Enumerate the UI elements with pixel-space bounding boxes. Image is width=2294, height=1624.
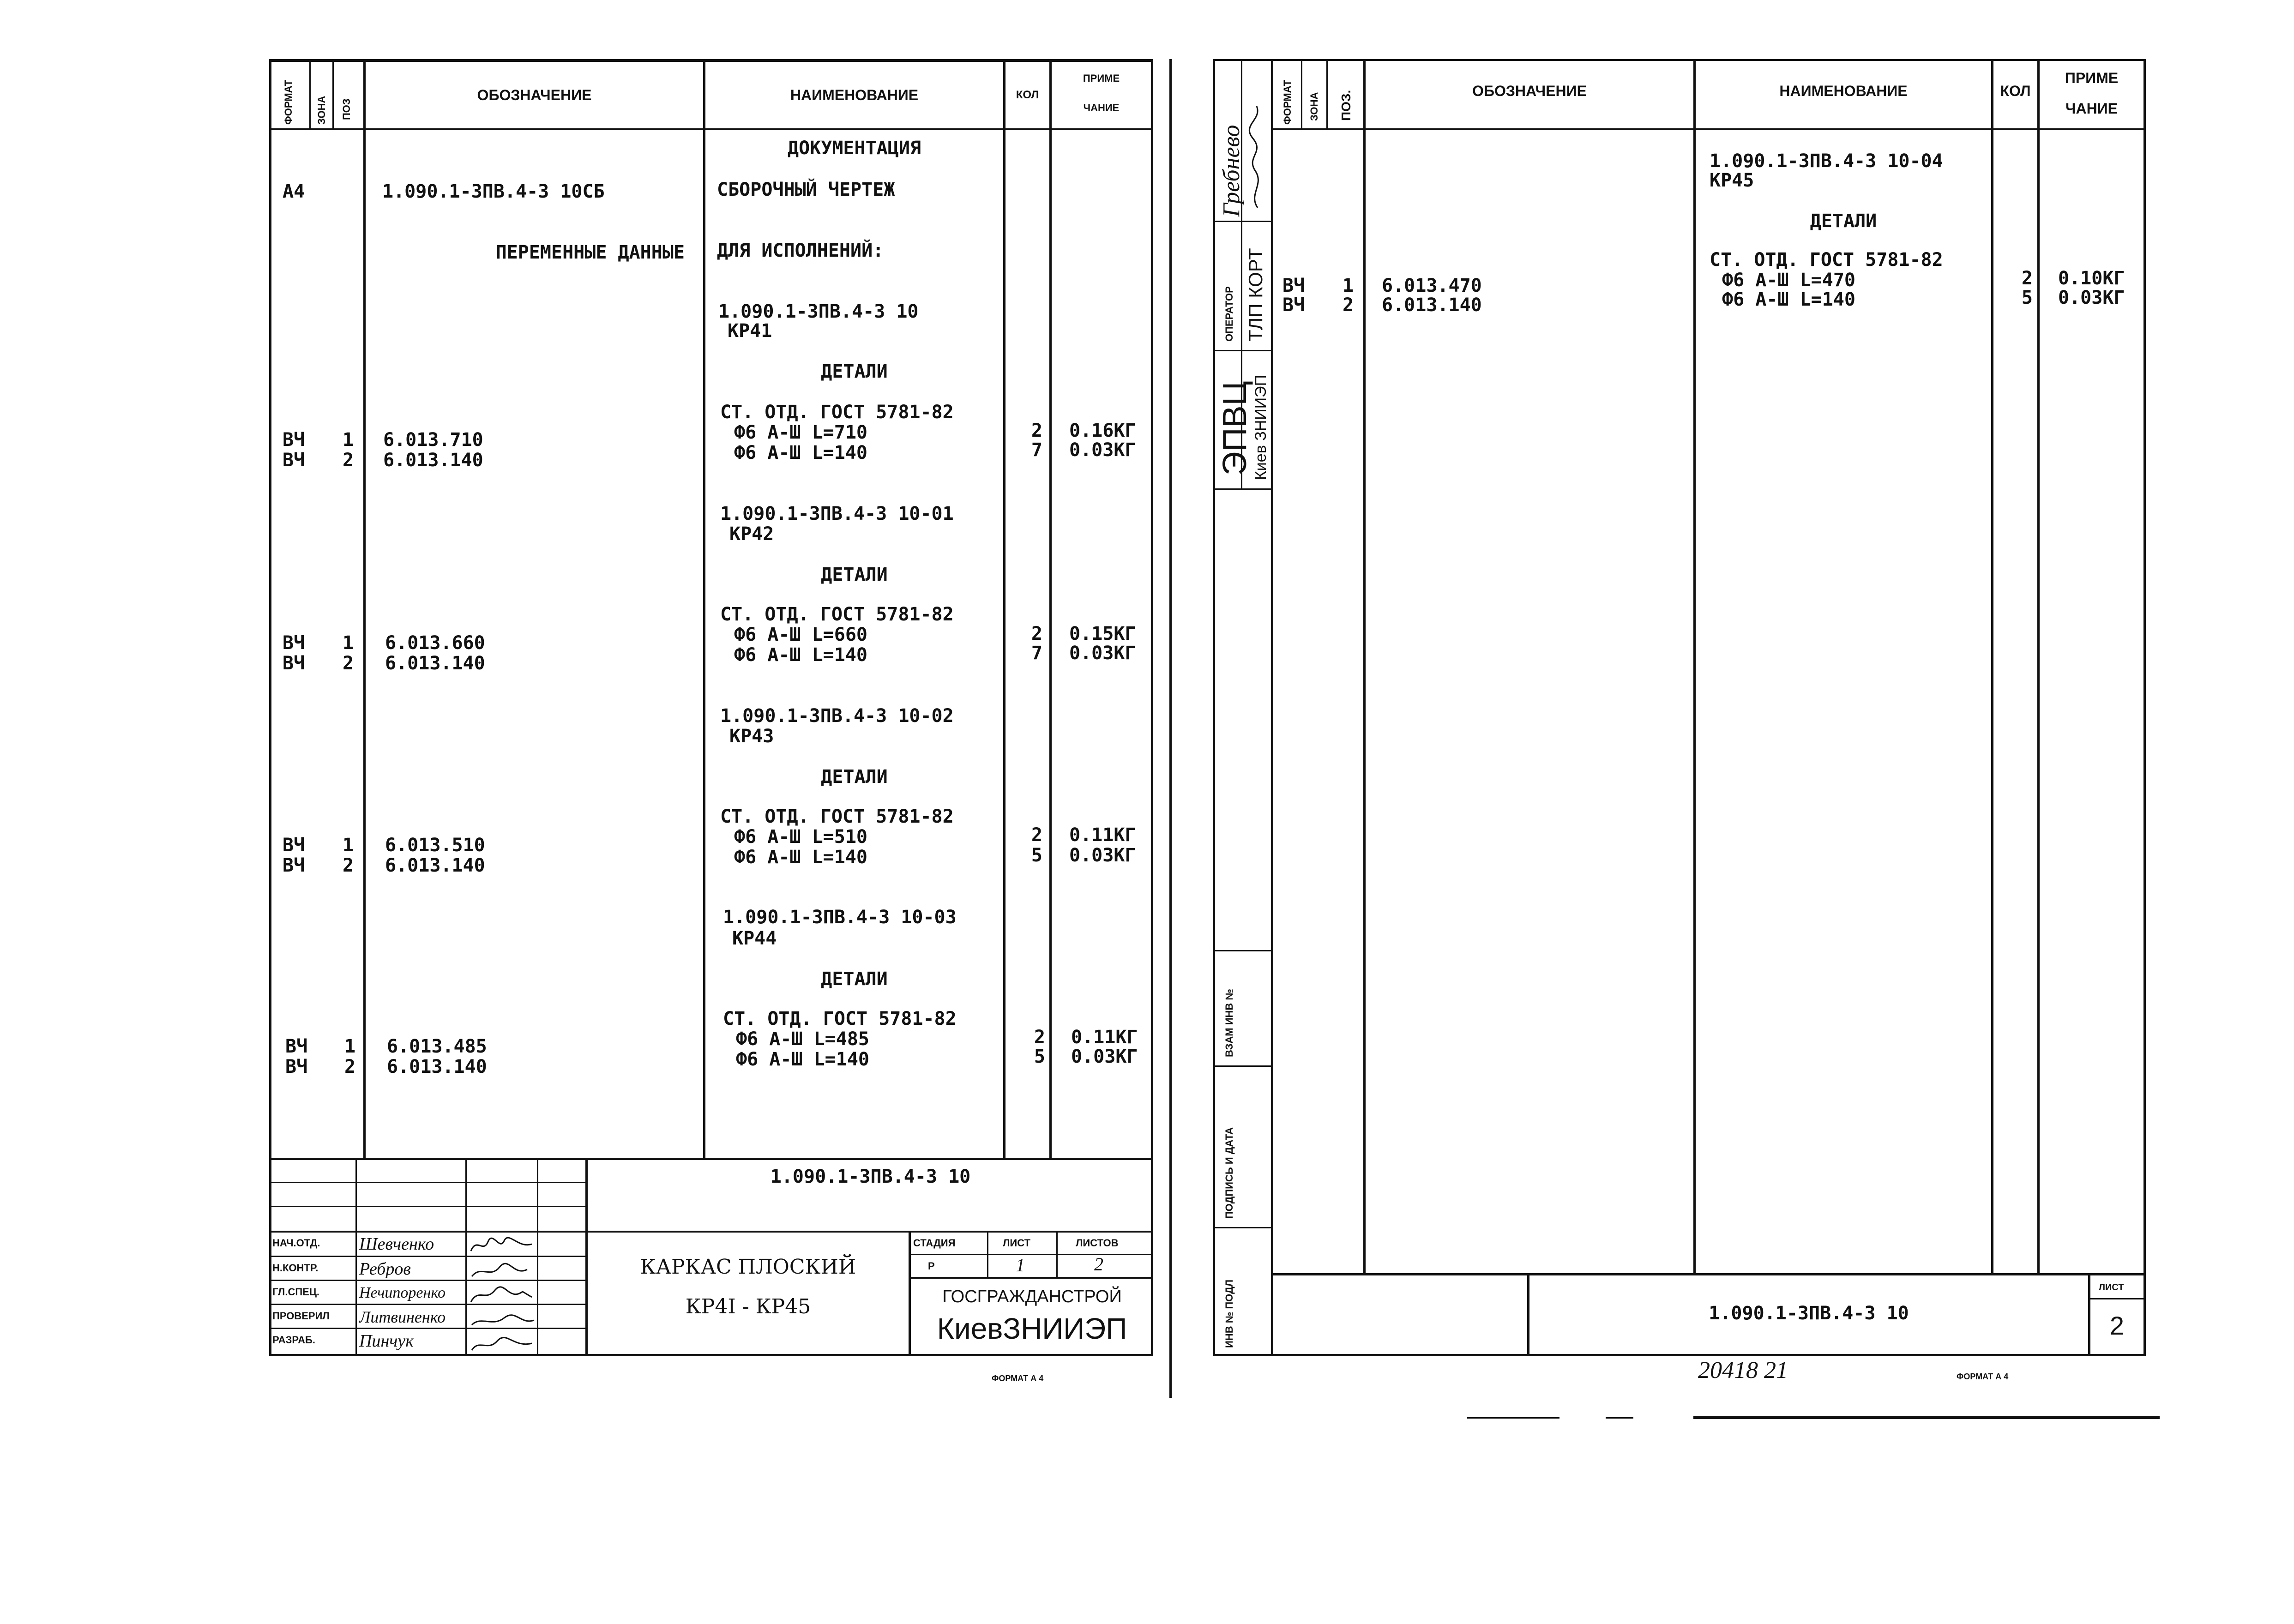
row-zone: ВЧ: [283, 855, 305, 876]
row-note: 0.16КГ: [1069, 420, 1136, 441]
row-note: 0.03КГ: [1069, 643, 1136, 664]
footer-doc-code: 1.090.1-3ПВ.4-3 10: [1709, 1303, 1909, 1324]
header-qty: КОЛ: [2000, 82, 2031, 99]
scan-line: [1693, 1416, 2160, 1419]
row-note: 0.11КГ: [1071, 1027, 1138, 1048]
stamp-inv-label: ИНВ № ПОДЛ: [1223, 1279, 1235, 1348]
group-code: 1.090.1-3ПВ.4-3 10-01: [720, 503, 954, 524]
group-standard: СТ. ОТД. ГОСТ 5781-82: [723, 1008, 957, 1029]
group-code: 1.090.1-3ПВ.4-3 10-03: [723, 907, 957, 928]
row-pos: 2: [343, 450, 354, 471]
org-line-2: КиевЗНИИЭП: [937, 1312, 1127, 1345]
doc-designation: 1.090.1-3ПВ.4-3 10СБ: [382, 181, 605, 202]
row-name: Ф6 А-Ш L=660: [734, 624, 867, 645]
header-designation: ОБОЗНАЧЕНИЕ: [1472, 82, 1587, 99]
row-qty: 2: [1031, 623, 1042, 644]
stamp-sign-label: ПОДПИСЬ И ДАТА: [1223, 1127, 1235, 1219]
row-note: 0.03КГ: [2058, 287, 2125, 308]
group-mark: КР41: [728, 320, 772, 342]
row-pos: 2: [344, 1056, 356, 1077]
row-zone: ВЧ: [1282, 275, 1305, 296]
row-zone: ВЧ: [283, 450, 305, 471]
row-name: Ф6 А-Ш L=140: [1722, 289, 1855, 310]
doc-format: А4: [283, 181, 305, 202]
header-format: ФОРМАТ: [283, 80, 294, 125]
scan-line: [1606, 1417, 1633, 1419]
row-designation: 6.013.470: [1382, 275, 1482, 296]
stamp-evc-sub: Киев ЗНИИЭП: [1252, 374, 1270, 480]
group-code: 1.090.1-3ПВ.4-3 10: [718, 301, 919, 322]
header-format: ФОРМАТ: [1282, 80, 1293, 125]
row-designation: 6.013.140: [1382, 295, 1482, 316]
row-qty: 2: [1031, 420, 1042, 441]
role-label: ПРОВЕРИЛ: [272, 1310, 330, 1322]
stamp-evc: ЭПВЦ: [1216, 381, 1253, 475]
header-note-2: ЧАНИЕ: [1083, 102, 1120, 114]
row-qty: 2: [1031, 824, 1042, 846]
row-zone: ВЧ: [283, 632, 305, 654]
group-standard: СТ. ОТД. ГОСТ 5781-82: [1710, 249, 1943, 271]
row-qty: 2: [1034, 1027, 1045, 1048]
row-pos: 1: [344, 1036, 356, 1057]
header-zone: ЗОНА: [316, 96, 327, 125]
header-note-1: ПРИМЕ: [1083, 72, 1120, 84]
row-qty: 5: [1031, 845, 1042, 866]
header-note-1: ПРИМЕ: [2065, 69, 2119, 86]
row-designation: 6.013.140: [387, 1056, 487, 1077]
row-qty: 2: [2021, 268, 2033, 289]
row-designation: 6.013.485: [387, 1036, 487, 1057]
group-details: ДЕТАЛИ: [1810, 211, 1877, 232]
row-pos: 1: [1343, 275, 1354, 296]
row-qty: 7: [1031, 439, 1042, 461]
row-designation: 6.013.140: [385, 653, 485, 674]
row-note: 0.11КГ: [1069, 824, 1136, 846]
row-pos: 1: [343, 835, 354, 856]
row-designation: 6.013.140: [383, 450, 483, 471]
row-name: Ф6 А-Ш L=485: [736, 1029, 869, 1050]
row-pos: 2: [343, 855, 354, 876]
row-name: Ф6 А-Ш L=140: [734, 442, 867, 463]
variable-data: ПЕРЕМЕННЫЕ ДАННЫЕ: [495, 242, 685, 263]
section-title: ДОКУМЕНТАЦИЯ: [788, 138, 921, 159]
role-name: Литвиненко: [359, 1308, 446, 1326]
row-designation: 6.013.140: [385, 855, 485, 876]
stamp-tpp: ТЛП КОРТ: [1245, 248, 1266, 342]
row-name: Ф6 А-Ш L=710: [734, 422, 867, 443]
group-mark: КР42: [729, 523, 774, 545]
row-qty: 7: [1031, 643, 1042, 664]
for-versions: ДЛЯ ИСПОЛНЕНИЙ:: [717, 240, 884, 261]
sheets-value: 2: [1094, 1254, 1103, 1275]
row-pos: 1: [343, 632, 354, 654]
row-name: Ф6 А-Ш L=470: [1722, 270, 1855, 291]
row-note: 0.03КГ: [1071, 1046, 1138, 1067]
row-pos: 2: [1343, 295, 1354, 316]
stage-label: СТАДИЯ: [913, 1237, 956, 1249]
header-zone: ЗОНА: [1308, 92, 1320, 121]
role-name: Пинчук: [359, 1331, 414, 1351]
role-label: ГЛ.СПЕЦ.: [272, 1286, 320, 1298]
row-note: 0.10КГ: [2058, 268, 2125, 289]
role-label: Н.КОНТР.: [272, 1262, 319, 1274]
role-name: Нечипоренко: [359, 1284, 446, 1301]
sheet-label: ЛИСТ: [1003, 1237, 1031, 1249]
row-pos: 1: [343, 429, 354, 451]
role-label: НАЧ.ОТД.: [272, 1237, 320, 1249]
group-standard: СТ. ОТД. ГОСТ 5781-82: [720, 604, 954, 625]
group-code: 1.090.1-3ПВ.4-3 10-02: [720, 705, 954, 727]
org-line-1: ГОСГРАЖДАНСТРОЙ: [942, 1287, 1122, 1306]
title-line-1: КАРКАС ПЛОСКИЙ: [640, 1255, 856, 1279]
row-zone: ВЧ: [285, 1036, 308, 1057]
group-details: ДЕТАЛИ: [821, 564, 888, 585]
row-designation: 6.013.660: [385, 632, 485, 654]
format-note: ФОРМАТ А 4: [1957, 1372, 2009, 1381]
scan-line: [1467, 1417, 1559, 1419]
group-details: ДЕТАЛИ: [821, 968, 888, 990]
row-zone: ВЧ: [283, 653, 305, 674]
header-note-2: ЧАНИЕ: [2065, 100, 2118, 117]
row-zone: ВЧ: [283, 835, 305, 856]
role-name: Шевченко: [359, 1234, 434, 1254]
header-pos: ПОЗ.: [1339, 90, 1353, 121]
group-mark: КР43: [729, 726, 774, 747]
group-code: 1.090.1-3ПВ.4-3 10-04: [1710, 150, 1943, 172]
doc-name: СБОРОЧНЫЙ ЧЕРТЕЖ: [717, 179, 895, 200]
header-qty: КОЛ: [1016, 89, 1039, 101]
row-note: 0.15КГ: [1069, 623, 1136, 644]
row-name: Ф6 А-Ш L=140: [734, 644, 867, 666]
footer-sheet-value: 2: [2109, 1311, 2125, 1340]
header-designation: ОБОЗНАЧЕНИЕ: [477, 86, 592, 103]
group-details: ДЕТАЛИ: [821, 361, 888, 382]
row-zone: ВЧ: [285, 1056, 308, 1077]
row-name: Ф6 А-Ш L=140: [734, 847, 867, 868]
row-designation: 6.013.710: [383, 429, 483, 451]
row-zone: ВЧ: [1282, 295, 1305, 316]
row-pos: 2: [343, 653, 354, 674]
header-name: НАИМЕНОВАНИЕ: [1779, 82, 1908, 99]
row-designation: 6.013.510: [385, 835, 485, 856]
header-name: НАИМЕНОВАНИЕ: [790, 86, 919, 103]
stamp-operator-label: ОПЕРАТОР: [1223, 286, 1235, 342]
stamp-vzam-label: ВЗАМ ИНВ №: [1223, 989, 1235, 1057]
row-name: Ф6 А-Ш L=510: [734, 826, 867, 848]
footer-sheet-label: ЛИСТ: [2099, 1282, 2124, 1293]
header-pos: ПОЗ: [341, 98, 352, 120]
stage-value: Р: [928, 1260, 935, 1272]
signatures: [467, 1233, 537, 1355]
operator-signature: [1244, 97, 1270, 212]
format-note: ФОРМАТ А 4: [992, 1374, 1044, 1383]
row-qty: 5: [2021, 287, 2033, 308]
group-standard: СТ. ОТД. ГОСТ 5781-82: [720, 402, 954, 423]
sheet-value: 1: [1016, 1255, 1025, 1275]
row-qty: 5: [1034, 1046, 1045, 1067]
stamp-operator-name: Гребнево: [1218, 125, 1245, 217]
role-name: Ребров: [359, 1259, 411, 1279]
sheets-label: ЛИСТОВ: [1076, 1237, 1119, 1249]
title-line-2: КР4I - КР45: [685, 1295, 811, 1318]
row-zone: ВЧ: [283, 429, 305, 451]
group-standard: СТ. ОТД. ГОСТ 5781-82: [720, 806, 954, 827]
group-mark: КР45: [1710, 170, 1754, 191]
group-details: ДЕТАЛИ: [821, 766, 888, 788]
group-mark: КР44: [732, 928, 777, 949]
row-note: 0.03КГ: [1069, 439, 1136, 461]
role-label: РАЗРАБ.: [272, 1334, 315, 1346]
row-name: Ф6 А-Ш L=140: [736, 1049, 869, 1070]
row-note: 0.03КГ: [1069, 845, 1136, 866]
handwritten-number: 20418 21: [1698, 1357, 1788, 1383]
title-doc-code: 1.090.1-3ПВ.4-3 10: [770, 1166, 971, 1187]
